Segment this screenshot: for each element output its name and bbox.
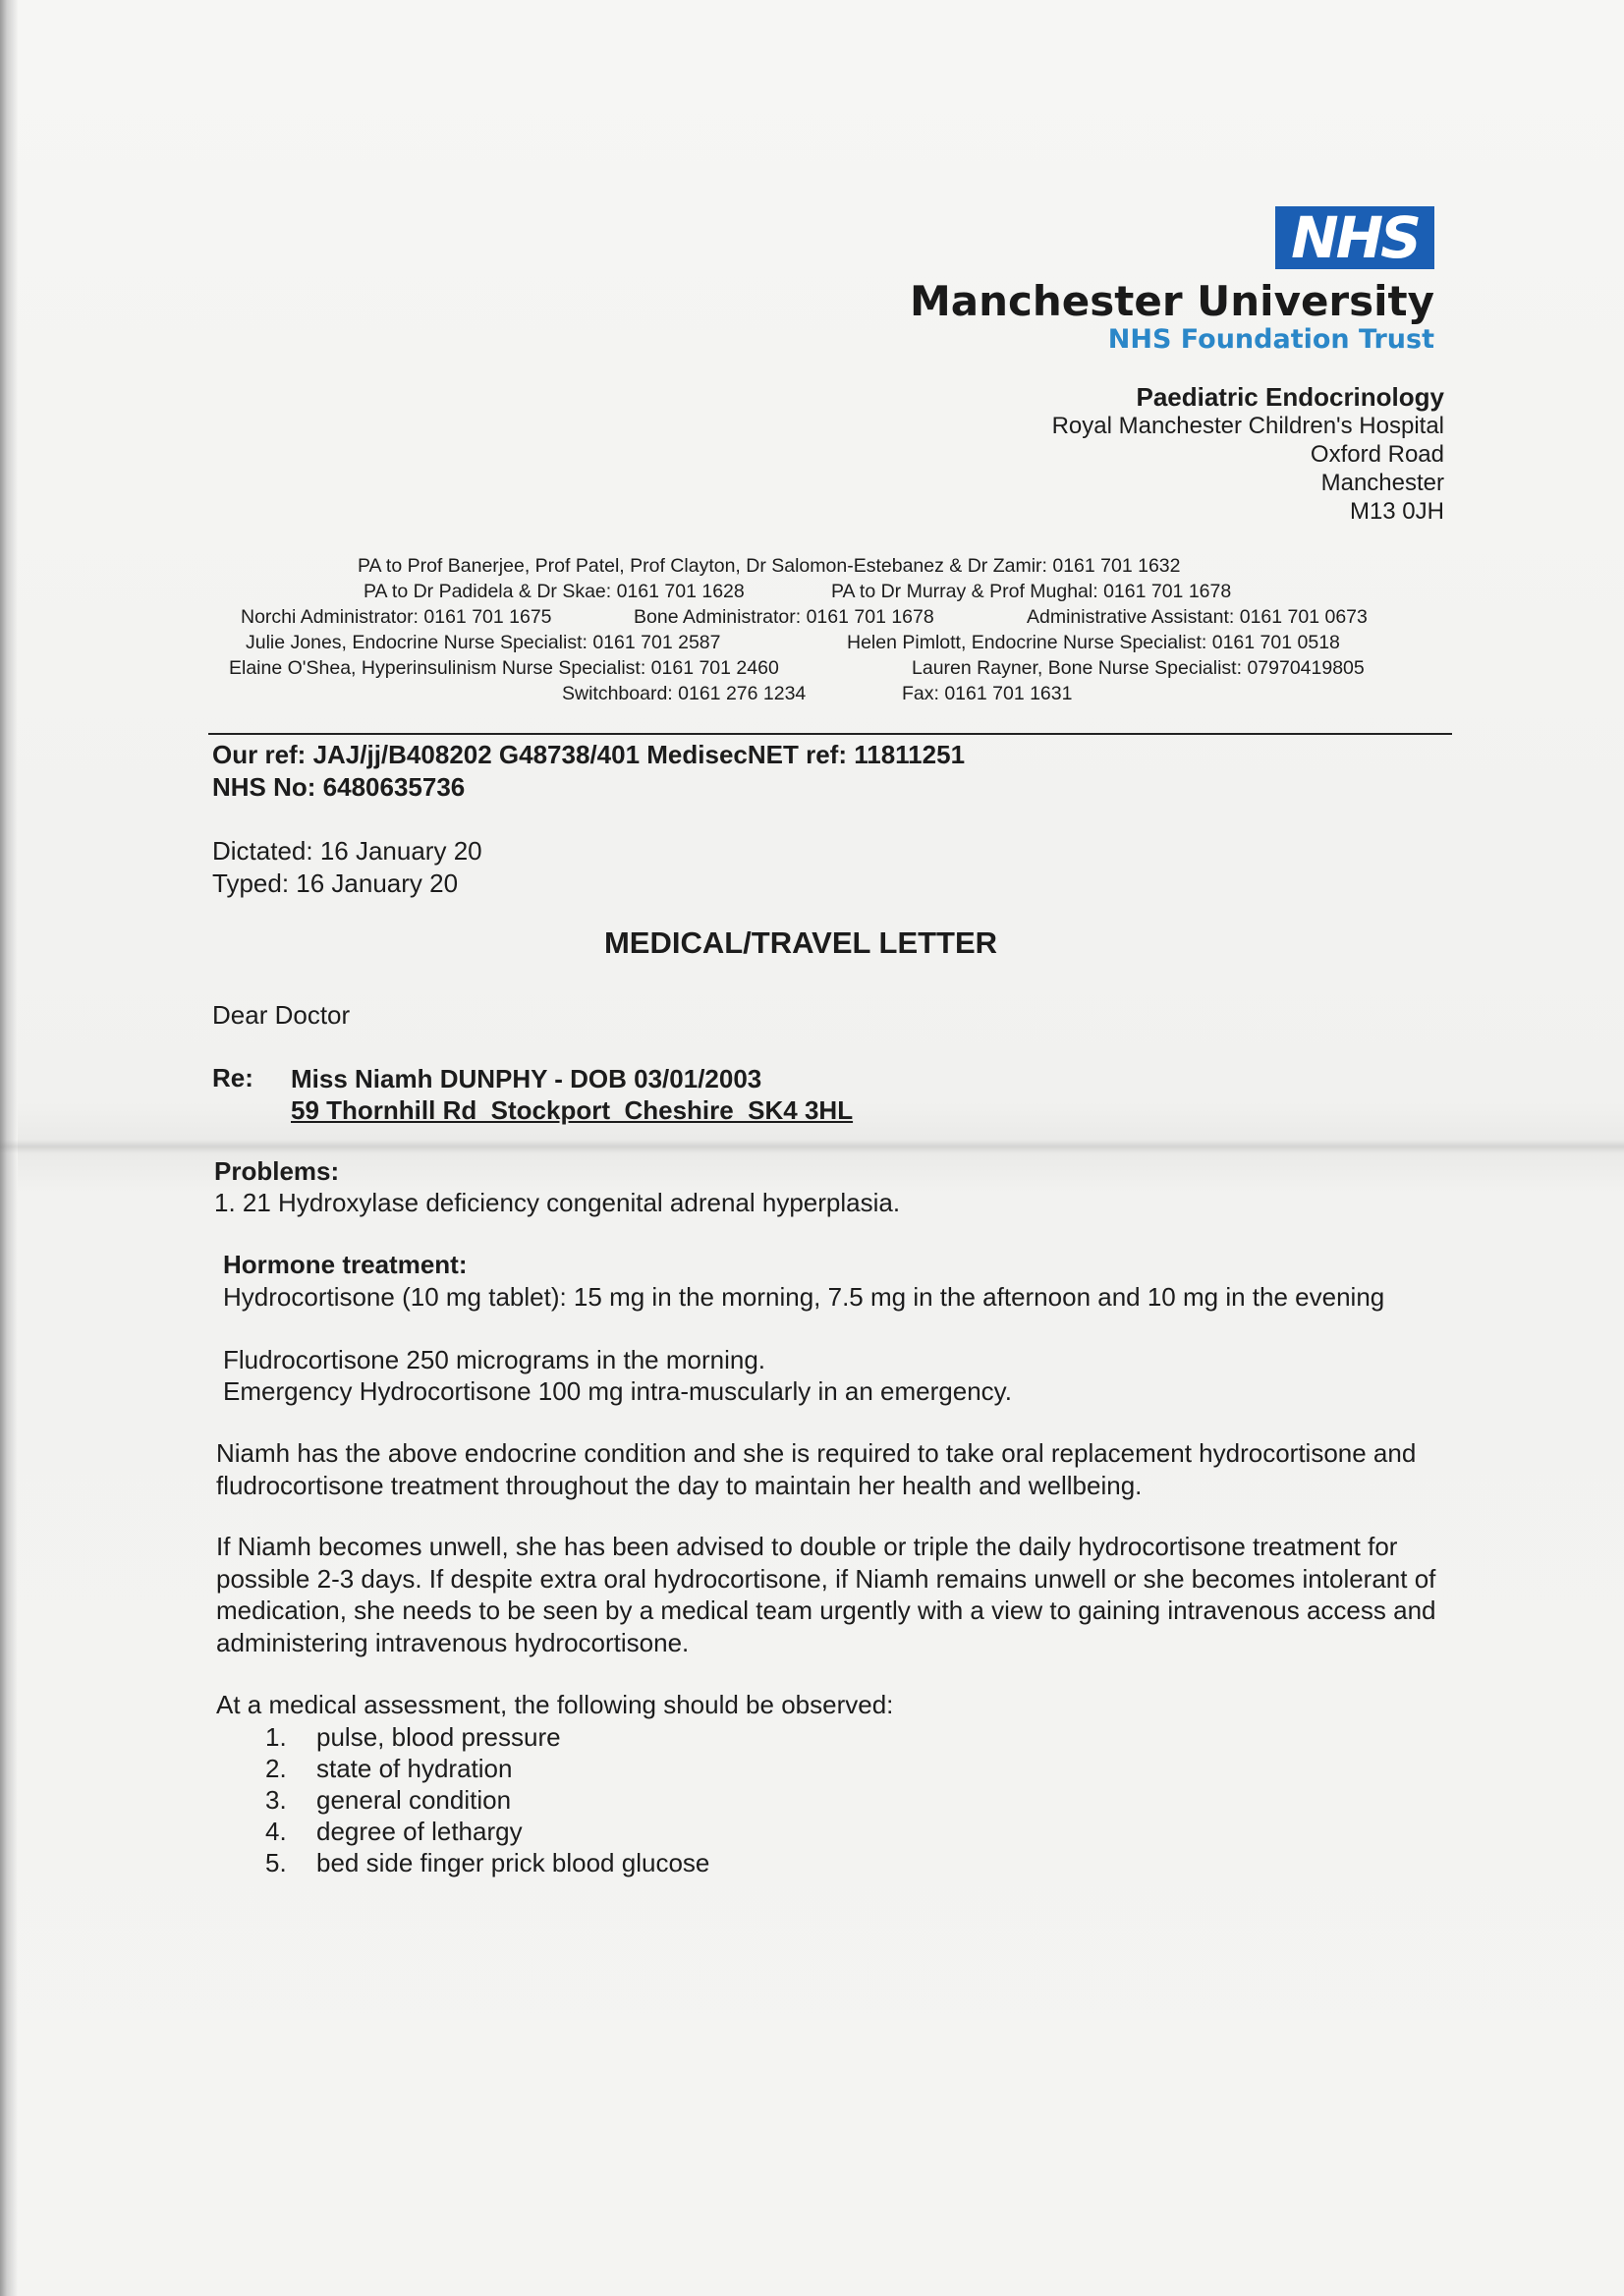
body-paragraph: Niamh has the above endocrine condition and she is required to take oral replacement hydrocortisone and fludrocortisone treatment throughout the day to maintain her health and wellbeing.	[216, 1438, 1417, 1500]
contact-entry: Bone Administrator: 0161 701 1678	[634, 606, 934, 628]
typed-date: Typed: 16 January 20	[212, 868, 459, 898]
contact-entry: Switchboard: 0161 276 1234	[562, 683, 807, 704]
contact-row	[157, 655, 1434, 681]
address-line: Manchester	[1320, 470, 1444, 496]
our-ref: Our ref: JAJ/jj/B408202 G48738/401 MedisecNET ref: 11811251	[212, 740, 966, 769]
contact-entry: Lauren Rayner, Bone Nurse Specialist: 07970419805	[912, 657, 1365, 679]
trust-subtitle: NHS Foundation Trust	[1107, 324, 1434, 355]
hormone-line: Hydrocortisone (10 mg tablet): 15 mg in the morning, 7.5 mg in the afternoon and 10 mg in the evening	[223, 1282, 1385, 1312]
hormone-treatment-heading: Hormone treatment:	[223, 1250, 468, 1279]
list-item: 3. general condition	[265, 1785, 512, 1815]
nhs-logo: NHS	[1275, 206, 1434, 269]
contact-entry: PA to Prof Banerjee, Prof Patel, Prof Clayton, Dr Salomon-Estebanez & Dr Zamir: 0161 701 1632	[358, 555, 1181, 577]
list-item: 2. state of hydration	[265, 1754, 513, 1783]
patient-name-dob: Miss Niamh DUNPHY - DOB 03/01/2003	[291, 1064, 762, 1093]
problem-item: 1. 21 Hydroxylase deficiency congenital adrenal hyperplasia.	[214, 1188, 901, 1217]
contact-entry: Helen Pimlott, Endocrine Nurse Specialist: 0161 701 0518	[847, 632, 1340, 653]
contact-row	[157, 604, 1434, 630]
contact-entry: Julie Jones, Endocrine Nurse Specialist: 0161 701 2587	[246, 632, 721, 653]
contact-row	[157, 630, 1434, 655]
date-block	[212, 835, 482, 900]
nhs-number: NHS No: 6480635736	[212, 772, 466, 802]
contact-entry: Elaine O'Shea, Hyperinsulinism Nurse Specialist: 0161 701 2460	[229, 657, 779, 679]
salutation: Dear Doctor	[212, 1000, 351, 1030]
hormone-line: Emergency Hydrocortisone 100 mg intra-muscularly in an emergency.	[223, 1376, 1012, 1406]
observation-list	[265, 1721, 709, 1878]
dictated-date: Dictated: 16 January 20	[212, 836, 482, 866]
re-label: Re:	[212, 1063, 253, 1092]
letter-title: MEDICAL/TRAVEL LETTER	[603, 925, 998, 960]
contact-directory	[157, 553, 1434, 706]
problems-heading: Problems:	[214, 1156, 340, 1186]
contact-entry: Fax: 0161 701 1631	[902, 683, 1073, 704]
header-divider	[208, 733, 1452, 735]
list-item: 1. pulse, blood pressure	[265, 1722, 561, 1752]
reference-block	[212, 739, 965, 804]
hormone-line: Fludrocortisone 250 micrograms in the morning.	[223, 1345, 766, 1374]
contact-entry: Administrative Assistant: 0161 701 0673	[1027, 606, 1368, 628]
address-line: Oxford Road	[1310, 441, 1444, 468]
list-item: 5. bed side finger prick blood glucose	[265, 1848, 710, 1877]
list-item: 4. degree of lethargy	[265, 1817, 523, 1846]
patient-address: 59 Thornhill Rd Stockport Cheshire SK4 3HL	[291, 1095, 854, 1125]
contact-row	[157, 553, 1434, 579]
body-paragraph: If Niamh becomes unwell, she has been advised to double or triple the daily hydrocortisone treatment for possible 2-3 days. If despite extra oral hydrocortisone, if Niamh remains unwell or she becomes intolerant of medication, she needs to be seen by a medical team urgently with a view to gaining intravenous access and administering intravenous hydrocortisone.	[216, 1532, 1436, 1657]
contact-entry: Norchi Administrator: 0161 701 1675	[241, 606, 552, 628]
address-line: M13 0JH	[1349, 498, 1444, 525]
contact-entry: PA to Dr Padidela & Dr Skae: 0161 701 1628	[364, 581, 745, 602]
address-line: Royal Manchester Children's Hospital	[1051, 413, 1444, 439]
paper-fold	[0, 1140, 1624, 1153]
contact-entry: PA to Dr Murray & Prof Mughal: 0161 701 1678	[831, 581, 1232, 602]
contact-row	[157, 681, 1434, 706]
contact-row	[157, 579, 1434, 604]
patient-block	[291, 1063, 853, 1126]
assessment-intro: At a medical assessment, the following should be observed:	[216, 1690, 894, 1719]
trust-name: Manchester University	[909, 277, 1434, 325]
department-name: Paediatric Endocrinology	[1136, 382, 1444, 412]
department-address	[1052, 383, 1444, 526]
